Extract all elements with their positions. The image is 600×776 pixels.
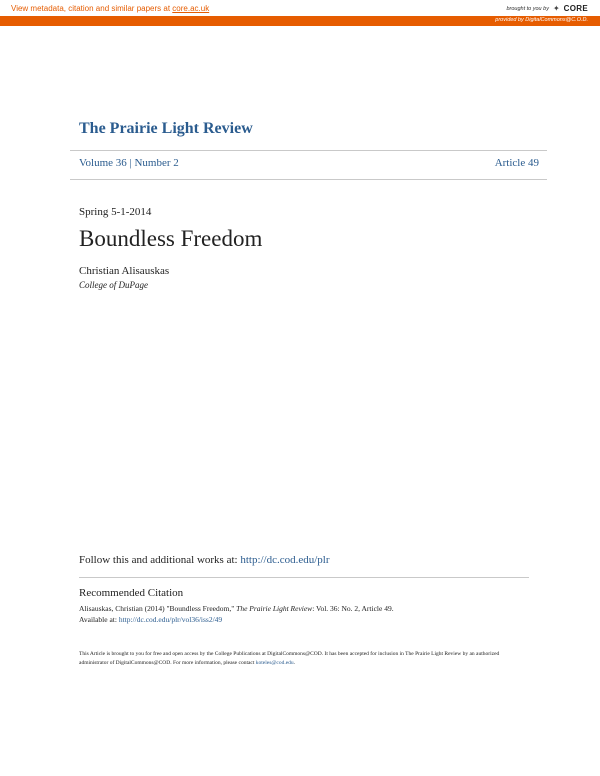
access-notice [79,650,529,668]
core-logo-text[interactable]: CORE [563,4,588,13]
citation-block [79,603,529,625]
divider-citation [79,577,529,578]
follow-line [79,554,330,566]
available-link[interactable]: http://dc.cod.edu/plr/vol36/iss2/49 [118,615,223,624]
number-link[interactable]: Number 2 [134,157,179,169]
provider-strip [0,16,600,26]
author-name: Christian Alisauskas [79,265,170,277]
volume-line [79,157,179,169]
follow-link[interactable]: http://dc.cod.edu/plr [240,554,330,566]
publication-date: Spring 5-1-2014 [79,206,152,218]
divider-bottom [70,179,547,180]
article-link[interactable]: Article 49 [494,157,539,169]
core-brand [506,4,588,13]
brought-by-text: brought to you by [506,5,549,12]
volume-separator: | [129,157,132,169]
recommended-citation-heading: Recommended Citation [79,587,184,599]
citation-suffix: : Vol. 36: No. 2, Article 49. [312,604,394,613]
available-label: Available at: [79,615,119,624]
divider-top [70,150,547,151]
core-metadata-text [11,4,209,13]
notice-text: This Article is brought to you for free and open access by the College Publications at DigitalCommons@COD. It has been accepted for inclusion in The Prairie Light Review by an authorized administrator of DigitalCommons@COD. For more information, please contact [79,651,500,666]
contact-email-link[interactable]: koteles@cod.edu [255,660,294,666]
notice-end: . [293,660,296,666]
core-link[interactable]: core.ac.uk [172,4,210,13]
core-metadata-label: View metadata, citation and similar papers at [11,4,173,13]
citation-journal: The Prairie Light Review [236,604,313,613]
citation-prefix: Alisauskas, Christian (2014) "Boundless Freedom," [79,604,237,613]
journal-title[interactable]: The Prairie Light Review [79,120,253,137]
provided-by-text: provided by DigitalCommons@C.O.D. [495,17,588,23]
author-affiliation: College of DuPage [79,280,148,290]
paper-title: Boundless Freedom [79,226,263,251]
follow-text: Follow this and additional works at: [79,554,241,566]
volume-link[interactable]: Volume 36 [79,157,127,169]
core-logo-icon: ✦ [552,4,560,13]
